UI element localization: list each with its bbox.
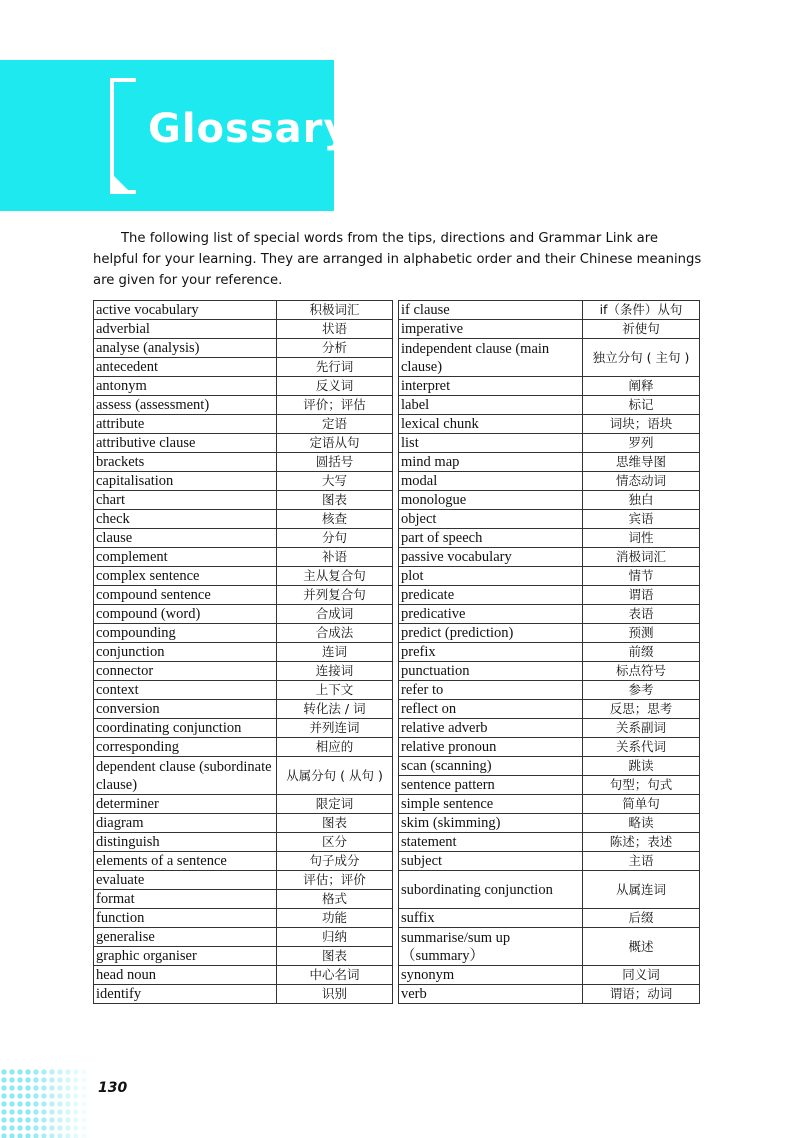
glossary-term: complement [94, 548, 277, 567]
glossary-chinese-meaning: 独立分句 ( 主句 ) [583, 339, 700, 377]
glossary-row [399, 814, 700, 833]
glossary-term: object [399, 510, 583, 529]
glossary-chinese-meaning: 图表 [277, 814, 393, 833]
glossary-chinese-meaning: 相应的 [277, 738, 393, 757]
glossary-term: antonym [94, 377, 277, 396]
glossary-term: generalise [94, 928, 277, 947]
glossary-chinese-meaning: 简单句 [583, 795, 700, 814]
glossary-chinese-meaning: 先行词 [277, 358, 393, 377]
glossary-row [399, 700, 700, 719]
glossary-row [399, 586, 700, 605]
glossary-row [399, 719, 700, 738]
glossary-row [94, 605, 393, 624]
glossary-row [94, 681, 393, 700]
glossary-row [94, 529, 393, 548]
glossary-term: subordinating conjunction [399, 871, 583, 909]
glossary-chinese-meaning: 独白 [583, 491, 700, 510]
glossary-chinese-meaning: 主语 [583, 852, 700, 871]
glossary-row [399, 985, 700, 1004]
glossary-row [399, 928, 700, 966]
glossary-term: reflect on [399, 700, 583, 719]
glossary-row [94, 909, 393, 928]
glossary-chinese-meaning: 积极词汇 [277, 301, 393, 320]
glossary-chinese-meaning: 上下文 [277, 681, 393, 700]
glossary-row [399, 301, 700, 320]
glossary-row [94, 814, 393, 833]
glossary-row [94, 358, 393, 377]
glossary-term: independent clause (main clause) [399, 339, 583, 377]
glossary-row [399, 795, 700, 814]
title-banner [0, 60, 351, 211]
glossary-term: identify [94, 985, 277, 1004]
glossary-term: plot [399, 567, 583, 586]
glossary-chinese-meaning: 定语从句 [277, 434, 393, 453]
intro-paragraph: The following list of special words from the tips, directions and Grammar Link are helpful for your learning. They are arranged in alphabetic order and their Chinese meanings are given for your reference. [93, 231, 702, 288]
glossary-chinese-meaning: 句子成分 [277, 852, 393, 871]
glossary-chinese-meaning: 情态动词 [583, 472, 700, 491]
glossary-term: evaluate [94, 871, 277, 890]
glossary-term: list [399, 434, 583, 453]
glossary-row [94, 928, 393, 947]
glossary-chinese-meaning: 概述 [583, 928, 700, 966]
glossary-chinese-meaning: 谓语；动词 [583, 985, 700, 1004]
glossary-term: compounding [94, 624, 277, 643]
glossary-chinese-meaning: 限定词 [277, 795, 393, 814]
glossary-chinese-meaning: 标记 [583, 396, 700, 415]
glossary-chinese-meaning: 连接词 [277, 662, 393, 681]
glossary-chinese-meaning: 陈述；表述 [583, 833, 700, 852]
glossary-chinese-meaning: 表语 [583, 605, 700, 624]
glossary-row [94, 586, 393, 605]
glossary-chinese-meaning: 区分 [277, 833, 393, 852]
glossary-term: sentence pattern [399, 776, 583, 795]
glossary-term: skim (skimming) [399, 814, 583, 833]
glossary-term: analyse (analysis) [94, 339, 277, 358]
glossary-row [94, 795, 393, 814]
glossary-chinese-meaning: 格式 [277, 890, 393, 909]
glossary-term: statement [399, 833, 583, 852]
glossary-chinese-meaning: 关系副词 [583, 719, 700, 738]
page-number: 130 [98, 1080, 128, 1096]
glossary-term: function [94, 909, 277, 928]
glossary-chinese-meaning: 功能 [277, 909, 393, 928]
glossary-row [399, 966, 700, 985]
glossary-term: active vocabulary [94, 301, 277, 320]
glossary-row [399, 396, 700, 415]
glossary-row [399, 624, 700, 643]
glossary-row [94, 890, 393, 909]
glossary-row [94, 852, 393, 871]
glossary-term: context [94, 681, 277, 700]
glossary-row [94, 833, 393, 852]
glossary-term: chart [94, 491, 277, 510]
glossary-chinese-meaning: 反思；思考 [583, 700, 700, 719]
glossary-term: determiner [94, 795, 277, 814]
glossary-row [399, 681, 700, 700]
glossary-term: attribute [94, 415, 277, 434]
glossary-term: refer to [399, 681, 583, 700]
glossary-term: coordinating conjunction [94, 719, 277, 738]
glossary-term: modal [399, 472, 583, 491]
glossary-row [94, 415, 393, 434]
glossary-row [399, 605, 700, 624]
glossary-chinese-meaning: 连词 [277, 643, 393, 662]
glossary-term: capitalisation [94, 472, 277, 491]
glossary-chinese-meaning: 词性 [583, 529, 700, 548]
glossary-term: complex sentence [94, 567, 277, 586]
glossary-chinese-meaning: 中心名词 [277, 966, 393, 985]
glossary-row [94, 871, 393, 890]
glossary-term: distinguish [94, 833, 277, 852]
glossary-term: clause [94, 529, 277, 548]
glossary-row [399, 871, 700, 909]
glossary-chinese-meaning: 略读 [583, 814, 700, 833]
glossary-term: head noun [94, 966, 277, 985]
glossary-term: verb [399, 985, 583, 1004]
glossary-term: dependent clause (subordinate clause) [94, 757, 277, 795]
glossary-row [94, 643, 393, 662]
glossary-row [94, 662, 393, 681]
glossary-row [399, 567, 700, 586]
glossary-term: corresponding [94, 738, 277, 757]
bracket-fold-decoration [110, 172, 128, 190]
glossary-term: punctuation [399, 662, 583, 681]
glossary-term: imperative [399, 320, 583, 339]
glossary-chinese-meaning: 核查 [277, 510, 393, 529]
glossary-row [94, 966, 393, 985]
glossary-row [399, 453, 700, 472]
glossary-chinese-meaning: 图表 [277, 947, 393, 966]
glossary-row [399, 757, 700, 776]
glossary-term: compound sentence [94, 586, 277, 605]
glossary-term: suffix [399, 909, 583, 928]
glossary-row [399, 491, 700, 510]
glossary-row [399, 662, 700, 681]
glossary-chinese-meaning: 归纳 [277, 928, 393, 947]
glossary-term: compound (word) [94, 605, 277, 624]
glossary-term: if clause [399, 301, 583, 320]
glossary-term: prefix [399, 643, 583, 662]
glossary-row [94, 339, 393, 358]
glossary-term: predicate [399, 586, 583, 605]
glossary-chinese-meaning: 情节 [583, 567, 700, 586]
glossary-chinese-meaning: 消极词汇 [583, 548, 700, 567]
glossary-row [94, 434, 393, 453]
glossary-term: predicative [399, 605, 583, 624]
glossary-term: check [94, 510, 277, 529]
glossary-row [94, 738, 393, 757]
glossary-row [399, 852, 700, 871]
glossary-chinese-meaning: 并列复合句 [277, 586, 393, 605]
glossary-table-right [398, 300, 700, 1004]
glossary-chinese-meaning: 罗列 [583, 434, 700, 453]
glossary-row [399, 833, 700, 852]
glossary-term: conversion [94, 700, 277, 719]
glossary-term: subject [399, 852, 583, 871]
glossary-row [94, 396, 393, 415]
glossary-row [399, 415, 700, 434]
glossary-chinese-meaning: 祈使句 [583, 320, 700, 339]
glossary-chinese-meaning: 分析 [277, 339, 393, 358]
glossary-chinese-meaning: 预测 [583, 624, 700, 643]
glossary-row [94, 947, 393, 966]
glossary-row [94, 548, 393, 567]
glossary-row [399, 377, 700, 396]
glossary-table-left [93, 300, 393, 1004]
glossary-row [94, 719, 393, 738]
glossary-term: simple sentence [399, 795, 583, 814]
glossary-chinese-meaning: 跳读 [583, 757, 700, 776]
glossary-chinese-meaning: 评价；评估 [277, 396, 393, 415]
glossary-term: lexical chunk [399, 415, 583, 434]
glossary-row [399, 643, 700, 662]
glossary-term: part of speech [399, 529, 583, 548]
pixel-pattern-decoration [0, 1068, 92, 1138]
glossary-row [399, 339, 700, 377]
glossary-term: monologue [399, 491, 583, 510]
glossary-chinese-meaning: 主从复合句 [277, 567, 393, 586]
glossary-term: interpret [399, 377, 583, 396]
glossary-chinese-meaning: 谓语 [583, 586, 700, 605]
glossary-row [399, 529, 700, 548]
glossary-chinese-meaning: 思维导图 [583, 453, 700, 472]
glossary-chinese-meaning: 关系代词 [583, 738, 700, 757]
glossary-row [399, 738, 700, 757]
glossary-chinese-meaning: if（条件）从句 [583, 301, 700, 320]
glossary-term: adverbial [94, 320, 277, 339]
glossary-row [399, 320, 700, 339]
glossary-row [399, 472, 700, 491]
glossary-chinese-meaning: 转化法 / 词 [277, 700, 393, 719]
glossary-term: connector [94, 662, 277, 681]
glossary-row [94, 453, 393, 472]
glossary-chinese-meaning: 前缀 [583, 643, 700, 662]
glossary-chinese-meaning: 合成词 [277, 605, 393, 624]
glossary-term: scan (scanning) [399, 757, 583, 776]
glossary-row [94, 700, 393, 719]
glossary-term: format [94, 890, 277, 909]
glossary-row [399, 510, 700, 529]
glossary-row [94, 320, 393, 339]
glossary-chinese-meaning: 图表 [277, 491, 393, 510]
glossary-row [94, 624, 393, 643]
glossary-chinese-meaning: 圆括号 [277, 453, 393, 472]
glossary-row [94, 491, 393, 510]
glossary-chinese-meaning: 大写 [277, 472, 393, 491]
glossary-term: label [399, 396, 583, 415]
glossary-chinese-meaning: 参考 [583, 681, 700, 700]
glossary-term: brackets [94, 453, 277, 472]
glossary-chinese-meaning: 评估；评价 [277, 871, 393, 890]
glossary-term: diagram [94, 814, 277, 833]
glossary-row [94, 757, 393, 795]
glossary-row [94, 567, 393, 586]
glossary-row [94, 985, 393, 1004]
glossary-row [399, 548, 700, 567]
page-title: Glossary [148, 106, 351, 152]
glossary-chinese-meaning: 从属连词 [583, 871, 700, 909]
glossary-chinese-meaning: 补语 [277, 548, 393, 567]
glossary-term: graphic organiser [94, 947, 277, 966]
glossary-term: mind map [399, 453, 583, 472]
glossary-row [94, 301, 393, 320]
glossary-chinese-meaning: 反义词 [277, 377, 393, 396]
glossary-row [94, 510, 393, 529]
glossary-chinese-meaning: 并列连词 [277, 719, 393, 738]
glossary-chinese-meaning: 句型；句式 [583, 776, 700, 795]
glossary-row [94, 472, 393, 491]
glossary-term: attributive clause [94, 434, 277, 453]
glossary-chinese-meaning: 定语 [277, 415, 393, 434]
glossary-chinese-meaning: 阐释 [583, 377, 700, 396]
glossary-term: relative pronoun [399, 738, 583, 757]
glossary-chinese-meaning: 状语 [277, 320, 393, 339]
glossary-row [399, 776, 700, 795]
glossary-term: conjunction [94, 643, 277, 662]
glossary-term: relative adverb [399, 719, 583, 738]
glossary-term: antecedent [94, 358, 277, 377]
glossary-term: assess (assessment) [94, 396, 277, 415]
glossary-term: summarise/sum up （summary） [399, 928, 583, 966]
glossary-chinese-meaning: 从属分句 ( 从句 ) [277, 757, 393, 795]
glossary-chinese-meaning: 标点符号 [583, 662, 700, 681]
glossary-chinese-meaning: 合成法 [277, 624, 393, 643]
glossary-chinese-meaning: 词块；语块 [583, 415, 700, 434]
glossary-chinese-meaning: 后缀 [583, 909, 700, 928]
glossary-chinese-meaning: 同义词 [583, 966, 700, 985]
glossary-term: passive vocabulary [399, 548, 583, 567]
glossary-term: predict (prediction) [399, 624, 583, 643]
glossary-row [399, 909, 700, 928]
glossary-row [94, 377, 393, 396]
glossary-chinese-meaning: 宾语 [583, 510, 700, 529]
glossary-chinese-meaning: 分句 [277, 529, 393, 548]
glossary-row [399, 434, 700, 453]
glossary-term: synonym [399, 966, 583, 985]
glossary-term: elements of a sentence [94, 852, 277, 871]
glossary-chinese-meaning: 识别 [277, 985, 393, 1004]
